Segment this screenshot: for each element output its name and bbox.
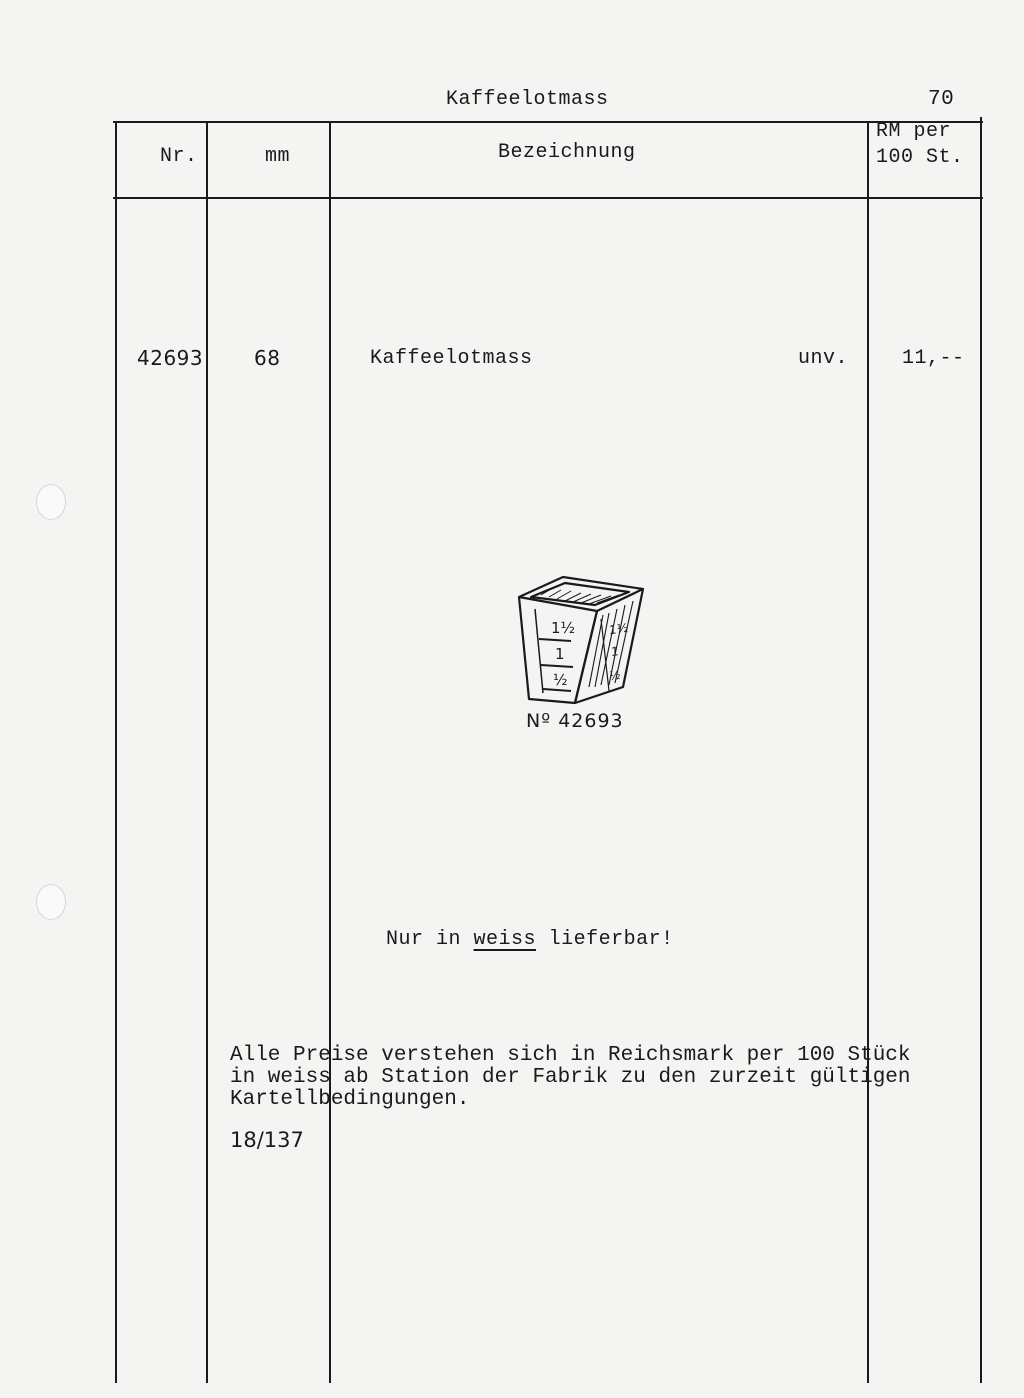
punch-hole-bottom <box>36 884 66 920</box>
column-divider-nr <box>206 121 208 1383</box>
column-divider-bezeichnung <box>867 121 869 1383</box>
column-header-nr: Nr. <box>160 145 198 168</box>
graduation-mark-1: 1 <box>555 645 565 663</box>
punch-hole-top <box>36 484 66 520</box>
graduation-mark-0-5: ½ <box>553 671 568 689</box>
page-number: 70 <box>928 88 955 111</box>
cell-nr: 42693 <box>137 346 204 370</box>
cell-finish: unv. <box>798 347 849 370</box>
terms-line-1: Alle Preise verstehen sich in Reichsmark per 100 Stück <box>230 1044 911 1067</box>
page-title: Kaffeelotmass <box>446 88 609 111</box>
notice-prefix: Nur in <box>386 928 462 951</box>
graduation-mark-side-1: 1 <box>611 644 619 660</box>
table-header-divider <box>113 197 983 199</box>
notice-emphasis: weiss <box>473 928 537 951</box>
column-header-price-line2: 100 St. <box>876 146 964 169</box>
cell-price: 11,-- <box>902 347 965 370</box>
column-divider-mm <box>329 121 331 1383</box>
cell-mm: 68 <box>254 346 281 370</box>
graduation-mark-side-0-5: ½ <box>609 667 621 684</box>
table-top-border <box>113 121 983 123</box>
availability-notice <box>386 928 674 951</box>
column-header-mm: mm <box>265 145 291 168</box>
reference-number: 18/137 <box>230 1128 304 1152</box>
illustration-caption: Nº 42693 <box>526 710 624 732</box>
column-header-bezeichnung: Bezeichnung <box>498 141 636 164</box>
notice-suffix: lieferbar! <box>548 928 674 951</box>
graduation-mark-side-1-5: 1½ <box>609 620 629 638</box>
cell-bezeichnung: Kaffeelotmass <box>370 347 533 370</box>
table-border-right <box>980 117 982 1383</box>
terms-line-3: Kartellbedingungen. <box>230 1088 470 1111</box>
graduation-mark-1-5: 1½ <box>551 619 576 637</box>
column-header-price-line1: RM per <box>876 120 952 143</box>
table-border-left <box>115 121 117 1383</box>
terms-line-2: in weiss ab Station der Fabrik zu den zurzeit gültigen <box>230 1066 911 1089</box>
